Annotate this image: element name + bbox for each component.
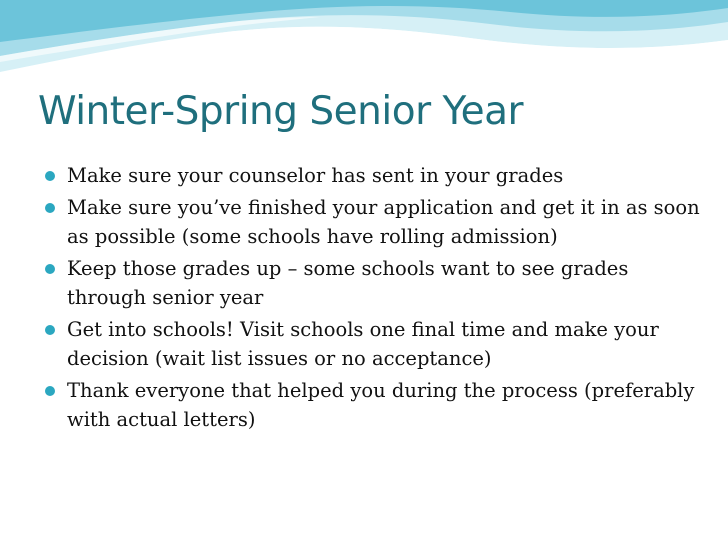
bullet-dot-icon xyxy=(45,325,55,335)
bullet-dot-icon xyxy=(45,171,55,181)
bullet-item xyxy=(42,315,702,373)
header-wave-decoration xyxy=(0,0,728,90)
bullet-text: Make sure you’ve finished your application and get it in as soon as possible (some schools have rolling admission) xyxy=(67,196,700,248)
bullet-text: Make sure your counselor has sent in your grades xyxy=(67,164,564,187)
bullet-item xyxy=(42,193,702,251)
bullet-item xyxy=(42,161,702,190)
bullet-item xyxy=(42,376,702,434)
bullet-dot-icon xyxy=(45,264,55,274)
bullet-text: Thank everyone that helped you during the process (preferably with actual letters) xyxy=(67,379,695,431)
bullet-list xyxy=(42,161,702,437)
bullet-dot-icon xyxy=(45,386,55,396)
slide-title: Winter-Spring Senior Year xyxy=(38,89,524,134)
bullet-text: Keep those grades up – some schools want to see grades through senior year xyxy=(67,257,629,309)
bullet-item xyxy=(42,254,702,312)
bullet-dot-icon xyxy=(45,203,55,213)
bullet-text: Get into schools! Visit schools one final time and make your decision (wait list issues or no acceptance) xyxy=(67,318,659,370)
